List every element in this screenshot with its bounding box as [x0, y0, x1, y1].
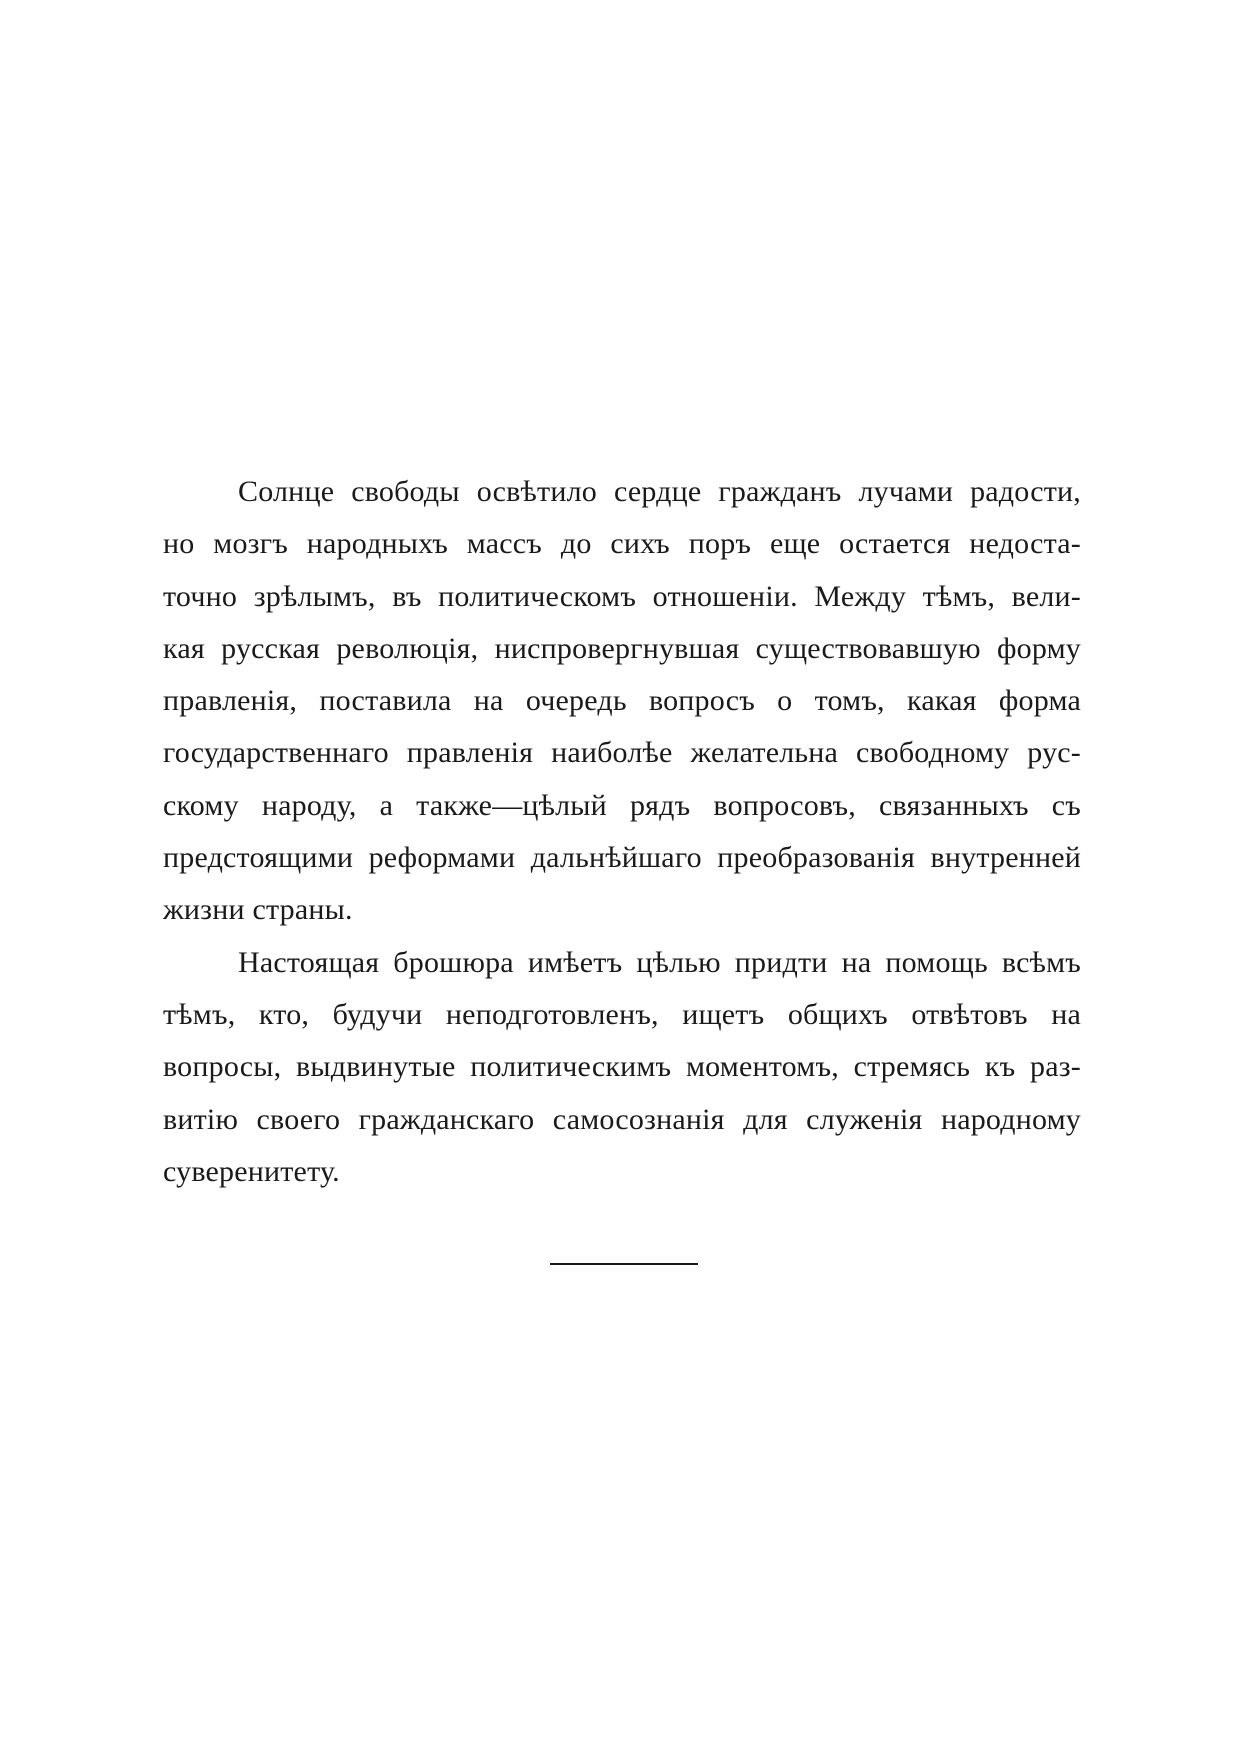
text-line: Солнце свободы освѣтило сердце гражданъ лучами радости, — [238, 475, 1081, 508]
text-line: скому народу, а также—цѣлый рядъ вопросовъ, связанныхъ съ — [163, 788, 1081, 822]
body-text — [163, 466, 1081, 1198]
text-line: Настоящая брошюра имѣетъ цѣлью придти на помощь всѣмъ — [238, 945, 1081, 979]
section-divider-rule — [550, 1263, 698, 1265]
text-line: точно зрѣлымъ, въ политическомъ отношеніи. Между тѣмъ, вели- — [163, 579, 1081, 613]
text-line: суверенитету. — [163, 1154, 340, 1188]
text-line: но мозгъ народныхъ массъ до сихъ поръ еще остается недоста- — [163, 527, 1081, 561]
paragraph-1 — [163, 466, 1081, 937]
text-line: тѣмъ, кто, будучи неподготовленъ, ищетъ общихъ отвѣтовъ на — [163, 997, 1081, 1031]
text-line: предстоящими реформами дальнѣйшаго преобразованія внутренней — [163, 841, 1081, 875]
text-line: кая русская революція, ниспровергнувшая существовавшую форму — [163, 631, 1081, 665]
text-line: жизни страны. — [163, 893, 353, 927]
text-line: государственнаго правленія наиболѣе желательна свободному рус- — [163, 736, 1081, 770]
text-line: правленія, поставила на очередь вопросъ о томъ, какая форма — [163, 684, 1081, 718]
paragraph-2 — [163, 937, 1081, 1198]
text-line: витію своего гражданскаго самосознанія для служенія народному — [163, 1102, 1081, 1136]
text-line: вопросы, выдвинутые политическимъ моментомъ, стремясь къ раз- — [163, 1050, 1081, 1084]
